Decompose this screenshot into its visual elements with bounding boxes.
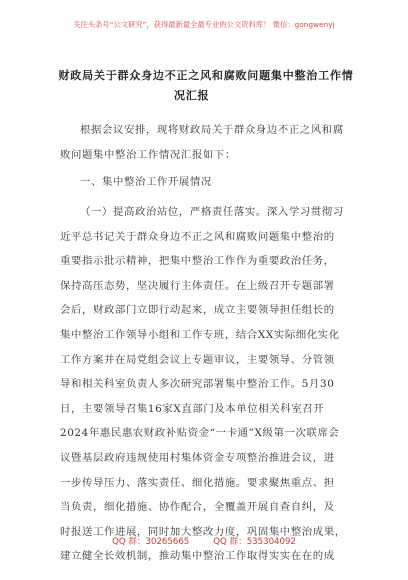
intro-line: 根据会议安排，现将财政局关于群众身边不正之风和腐 — [80, 124, 344, 136]
body-line: 近平总书记关于群众身边不正之风和腐败问题集中整治的 — [60, 230, 335, 243]
document-title — [56, 66, 356, 106]
body-line: 会后，财政部门立即行动起来，成立主要领导担任组长的 — [60, 304, 335, 317]
footer-qq-groups — [0, 535, 408, 547]
body-line: 日，主要领导召集16家X直部门及本单位相关科室召开 — [60, 402, 325, 415]
title-line-2: 况汇报 — [174, 89, 210, 102]
section-heading-text: 一、集中整治工作开展情况 — [80, 176, 212, 188]
qq-group-right: QQ 群：535304092 — [213, 537, 296, 547]
body-paragraph — [60, 200, 352, 569]
title-line-1: 财政局关于群众身边不正之风和腐败问题集中整治工作情 — [58, 69, 354, 82]
body-line: 集中整治工作领导小组和工作专班，结合XX实际细化实化 — [60, 328, 340, 341]
body-line: 当负责，细化措施、协作配合，全覆盖开展自查自纠，及 — [60, 501, 335, 514]
body-line: 保持高压态势，坚决履行主体责任。在上级召开专题部署 — [60, 279, 335, 292]
body-line: 建立健全长效机制，推动集中整治工作取得实实在在的成 — [60, 550, 335, 563]
section-heading — [60, 170, 352, 195]
body-line: 工作方案并在局党组会议上专题审议，主要领导、分管领 — [60, 353, 335, 366]
body-line: 议暨基层政府违规使用村集体资金专项整治推进会议，进 — [60, 451, 335, 464]
header-banner: 关注头条号“公文研究”，获得最新最全最专业的公文资料库！ 微信：gongwenyj — [73, 20, 335, 29]
intro-paragraph — [60, 118, 352, 167]
intro-line: 败问题集中整治工作情况汇报如下： — [60, 148, 236, 161]
body-line: 一步传导压力、落实责任、细化措施。要求聚焦重点、担 — [60, 476, 335, 489]
body-line: （一）提高政治站位，严格责任落实。深入学习贯彻习 — [80, 206, 344, 218]
body-line: 2024年惠民惠农财政补贴资金“一卡通”X级第一次联席会 — [60, 427, 340, 440]
qq-group-left: QQ 群：30265665 — [112, 537, 190, 547]
body-line: 导和相关科室负责人多次研究部署集中整治工作。5月30 — [60, 378, 335, 391]
body-line: 重要指示批示精神，把集中整治工作作为重要政治任务， — [60, 255, 335, 268]
body-line: 时报送工作进展，同时加大整改力度，巩固集中整治成果， — [60, 525, 346, 538]
